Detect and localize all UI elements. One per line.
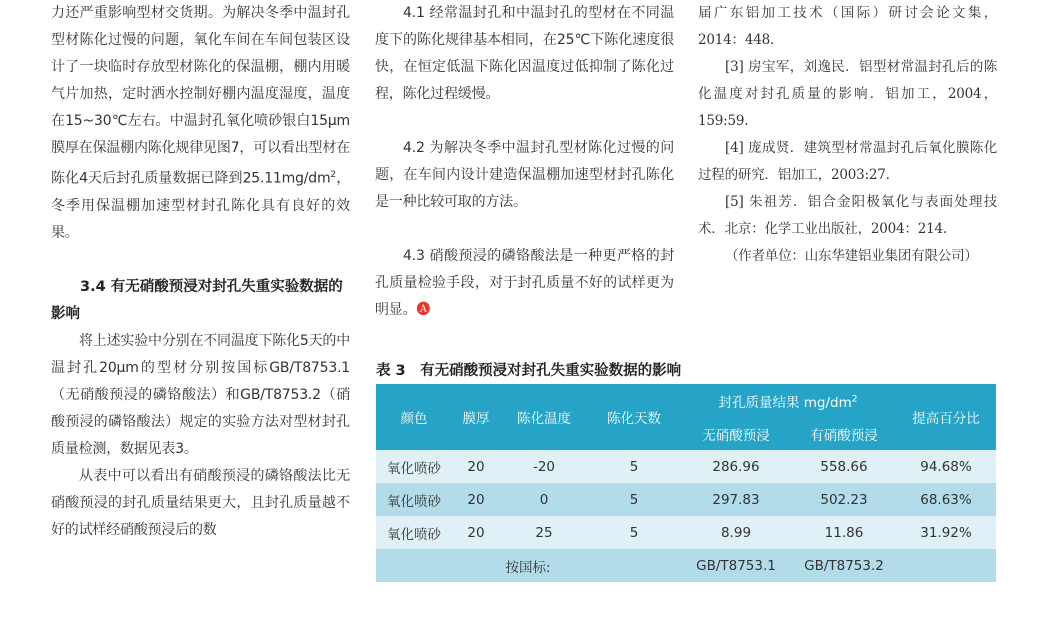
footer-standard-1: GB/T8753.1 bbox=[680, 549, 792, 582]
paragraph-table-analysis: 从表中可以看出有硝酸预浸的磷铬酸法比无硝酸预浸的封孔质量结果更大，且封孔质量越不好的试样经硝酸预浸后的数 bbox=[51, 467, 350, 538]
reference-4: [4] 庞成贤．建筑型材常温封孔后氧化膜陈化过程的研究．铝加工，2003:27. bbox=[698, 140, 997, 183]
header-aging-temp: 陈化温度 bbox=[500, 384, 588, 450]
header-acid: 有硝酸预浸 bbox=[792, 417, 896, 450]
header-seal-result: 封孔质量结果 $mg/dm^2$ bbox=[680, 384, 896, 417]
table-footer-row bbox=[376, 549, 996, 582]
cell-acid: 11.86 bbox=[792, 516, 896, 549]
cell-temp: -20 bbox=[500, 450, 588, 483]
paragraph-experiment: 将上述实验中分别在不同温度下陈化5天的中温封孔20μm的型材分别按国标GB/T8753.1（无硝酸预浸的磷铬酸法）和GB/T8753.2（硝酸预浸的磷铬酸法）规定的实验方法对型材封孔质量检测，数据见表3。 bbox=[51, 332, 350, 457]
cell-increase: 68.63% bbox=[896, 483, 996, 516]
conclusion-4-1: 4.1 经常温封孔和中温封孔的型材在不同温度下的陈化规律基本相同，在25℃下陈化速度很快，在恒定低温下陈化因温度过低抑制了陈化过程，陈化过程缓慢。 bbox=[375, 5, 674, 102]
cell-days: 5 bbox=[588, 450, 680, 483]
header-thickness: 膜厚 bbox=[452, 384, 500, 450]
cell-acid: 558.66 bbox=[792, 450, 896, 483]
header-aging-days: 陈化天数 bbox=[588, 384, 680, 450]
cell-increase: 31.92% bbox=[896, 516, 996, 549]
cell-no-acid: 8.99 bbox=[680, 516, 792, 549]
cell-color: 氧化喷砂 bbox=[376, 450, 452, 483]
author-affiliation: （作者单位：山东华建铝业集团有限公司） bbox=[725, 248, 978, 264]
table-row bbox=[376, 516, 996, 549]
cell-thickness: 20 bbox=[452, 450, 500, 483]
table-caption: 表 3 有无硝酸预浸对封孔失重实验数据的影响 bbox=[376, 363, 682, 379]
table-row bbox=[376, 483, 996, 516]
column-middle bbox=[375, 0, 674, 324]
conclusion-4-2: 4.2 为解决冬季中温封孔型材陈化过慢的问题，在车间内设计建造保温棚加速型材封孔陈化是一种比较可取的方法。 bbox=[375, 140, 674, 210]
end-mark-icon: 🅐 bbox=[416, 302, 431, 318]
footer-empty bbox=[896, 549, 996, 582]
reference-5: [5] 朱祖芳．铝合金阳极氧化与表面处理技术．北京：化学工业出版社，2004：214. bbox=[698, 194, 997, 237]
reference-3: [3] 房宝军，刘逸民．铝型材常温封孔后的陈化温度对封孔质量的影响．铝加工，2004，159:59. bbox=[698, 59, 997, 129]
data-table bbox=[376, 384, 996, 582]
cell-temp: 25 bbox=[500, 516, 588, 549]
section-heading-3-4: 3.4 有无硝酸预浸对封孔失重实验数据的影响 bbox=[51, 278, 343, 322]
header-no-acid: 无硝酸预浸 bbox=[680, 417, 792, 450]
cell-no-acid: 297.83 bbox=[680, 483, 792, 516]
reference-continued: 届广东铝加工技术（国际）研讨会论文集，2014：448. bbox=[698, 5, 997, 48]
column-left bbox=[51, 0, 350, 544]
cell-acid: 502.23 bbox=[792, 483, 896, 516]
column-right-references bbox=[698, 0, 997, 270]
conclusion-4-3: 4.3 硝酸预浸的磷铬酸法是一种更严格的封孔质量检验手段，对于封孔质量不好的试样更为明显。🅐 bbox=[375, 248, 674, 318]
cell-thickness: 20 bbox=[452, 516, 500, 549]
table-row bbox=[376, 450, 996, 483]
header-color: 颜色 bbox=[376, 384, 452, 450]
cell-temp: 0 bbox=[500, 483, 588, 516]
cell-days: 5 bbox=[588, 483, 680, 516]
cell-days: 5 bbox=[588, 516, 680, 549]
header-increase: 提高百分比 bbox=[896, 384, 996, 450]
cell-thickness: 20 bbox=[452, 483, 500, 516]
cell-color: 氧化喷砂 bbox=[376, 483, 452, 516]
cell-increase: 94.68% bbox=[896, 450, 996, 483]
footer-standard-label: 按国标: bbox=[376, 549, 680, 582]
footer-standard-2: GB/T8753.2 bbox=[792, 549, 896, 582]
cell-color: 氧化喷砂 bbox=[376, 516, 452, 549]
paragraph-insulation-shed: 力还严重影响型材交货期。为解决冬季中温封孔型材陈化过慢的问题，氧化车间在车间包装区设计了一块临时存放型材陈化的保温棚，棚内用暖气片加热，定时洒水控制好棚内温度湿度，温度在15~30℃左右。中温封孔氧化喷砂银白15μm膜厚在保温棚内陈化规律见图7，可以看出型材在陈化4天后封孔质量数据已降到$25.11mg/dm^2$，冬季用保温棚加速型材封孔陈化具有良好的效果。 bbox=[51, 5, 350, 241]
cell-no-acid: 286.96 bbox=[680, 450, 792, 483]
